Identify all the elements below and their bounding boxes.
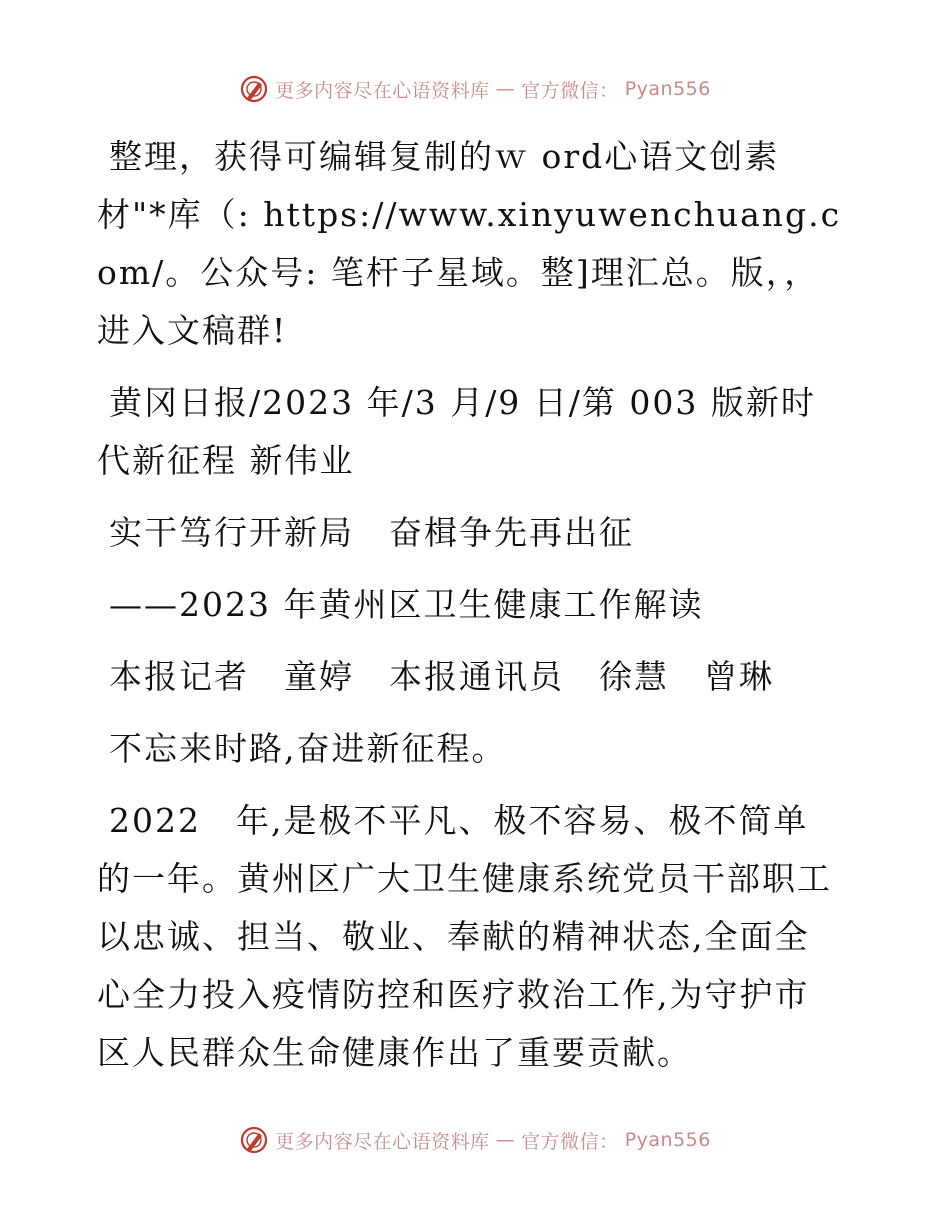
paragraph-dateline: 黄冈日报/2023 年/3 月/9 日/第 003 版新时代新征程 新伟业 <box>97 383 816 480</box>
paragraph-body: 2022 年,是极不平凡、极不容易、极不简单的一年。黄州区广大卫生健康系统党员干部职工以忠诚、担当、敬业、奉献的精神状态,全面全心全力投入疫情防控和医疗救治工作,为守护市区人民群众生命健康作出了重要贡献。 <box>97 801 832 1072</box>
paragraph-lead: 不忘来时路,奋进新征程。 <box>109 729 507 768</box>
watermark-text: 更多内容尽在心语资料库 <box>275 1130 490 1153</box>
article-byline: 本报记者 童婷 本报通讯员 徐慧 曾琳 <box>109 657 774 696</box>
watermark-text: 更多内容尽在心语资料库 <box>275 79 490 102</box>
watermark-separator: — <box>495 78 516 100</box>
watermark-wechat-label: 官方微信： <box>521 1130 619 1153</box>
pen-logo-icon <box>239 1125 269 1155</box>
watermark-separator: — <box>495 1129 516 1151</box>
footer-watermark <box>0 1125 950 1155</box>
pen-logo-icon <box>239 74 269 104</box>
watermark-wechat-label: 官方微信： <box>521 79 619 102</box>
paragraph-source-note: 整理，获得可编辑复制的ｗ ord心语文创素材"*库（: https://www.xinyuwenchuang.com/。公众号: 笔杆子星域。整]理汇总。版，，进入文稿群! <box>97 137 842 350</box>
document-body <box>97 128 842 1096</box>
watermark-wechat-id: Pyan556 <box>624 78 711 100</box>
header-watermark <box>0 74 950 104</box>
article-title: 实干笃行开新局 奋楫争先再出征 <box>109 513 634 552</box>
watermark-wechat-id: Pyan556 <box>624 1129 711 1151</box>
article-subtitle: ——2023 年黄州区卫生健康工作解读 <box>109 585 704 624</box>
